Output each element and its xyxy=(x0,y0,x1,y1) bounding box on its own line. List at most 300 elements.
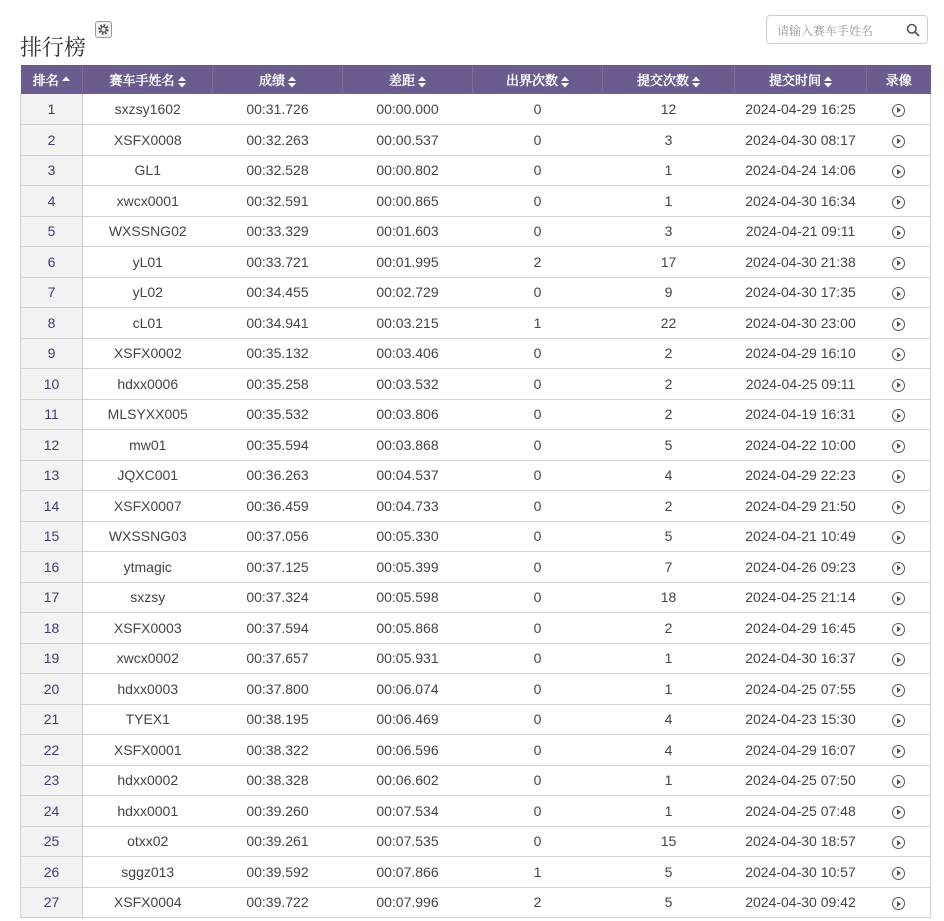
gap-cell: 00:07.535 xyxy=(343,826,473,857)
video-cell xyxy=(867,674,931,705)
score-cell: 00:35.594 xyxy=(213,430,343,461)
video-cell xyxy=(867,94,931,125)
score-cell: 00:37.324 xyxy=(213,582,343,613)
rank-cell: 15 xyxy=(21,521,83,552)
table-row xyxy=(21,643,931,674)
out-of-bounds-cell: 0 xyxy=(473,735,603,766)
table-row xyxy=(21,735,931,766)
racer-name-cell: xwcx0002 xyxy=(83,643,213,674)
submit-time-cell: 2024-04-23 15:30 xyxy=(735,704,867,735)
out-of-bounds-cell: 0 xyxy=(473,826,603,857)
score-cell: 00:36.459 xyxy=(213,491,343,522)
score-cell: 00:39.592 xyxy=(213,857,343,888)
search-icon[interactable] xyxy=(906,23,920,37)
gap-cell: 00:03.406 xyxy=(343,338,473,369)
out-of-bounds-cell: 0 xyxy=(473,94,603,125)
video-cell xyxy=(867,887,931,918)
play-video-icon[interactable] xyxy=(892,287,905,300)
racer-name-cell: XSFX0002 xyxy=(83,338,213,369)
submissions-cell: 4 xyxy=(603,460,735,491)
gap-cell: 00:04.537 xyxy=(343,460,473,491)
table-row xyxy=(21,247,931,278)
score-cell: 00:37.800 xyxy=(213,674,343,705)
table-row xyxy=(21,765,931,796)
play-video-icon[interactable] xyxy=(892,196,905,209)
video-cell xyxy=(867,735,931,766)
table-row xyxy=(21,826,931,857)
out-of-bounds-cell: 0 xyxy=(473,430,603,461)
play-video-icon[interactable] xyxy=(892,165,905,178)
score-cell: 00:32.263 xyxy=(213,125,343,156)
racer-name-cell: hdxx0003 xyxy=(83,674,213,705)
submit-time-cell: 2024-04-30 17:35 xyxy=(735,277,867,308)
table-row xyxy=(21,491,931,522)
submissions-cell: 2 xyxy=(603,399,735,430)
page-title: 排行榜 xyxy=(20,34,87,60)
video-cell xyxy=(867,491,931,522)
video-cell xyxy=(867,369,931,400)
video-cell xyxy=(867,704,931,735)
gap-cell: 00:00.802 xyxy=(343,155,473,186)
racer-name-cell: WXSSNG02 xyxy=(83,216,213,247)
sort-icon xyxy=(288,76,296,88)
submit-time-cell: 2024-04-24 14:06 xyxy=(735,155,867,186)
table-row xyxy=(21,277,931,308)
score-cell: 00:38.195 xyxy=(213,704,343,735)
rank-cell: 23 xyxy=(21,765,83,796)
gap-cell: 00:01.995 xyxy=(343,247,473,278)
header-gap[interactable] xyxy=(343,65,473,94)
racer-name-cell: yL01 xyxy=(83,247,213,278)
header-video xyxy=(867,65,931,94)
out-of-bounds-cell: 0 xyxy=(473,674,603,705)
racer-name-cell: XSFX0003 xyxy=(83,613,213,644)
racer-name-cell: WXSSNG03 xyxy=(83,521,213,552)
score-cell: 00:35.132 xyxy=(213,338,343,369)
play-video-icon[interactable] xyxy=(892,867,905,880)
video-cell xyxy=(867,338,931,369)
score-cell: 00:39.722 xyxy=(213,887,343,918)
submit-time-cell: 2024-04-30 18:57 xyxy=(735,826,867,857)
racer-name-cell: XSFX0004 xyxy=(83,887,213,918)
header-out-of-bounds[interactable] xyxy=(473,65,603,94)
gap-cell: 00:05.598 xyxy=(343,582,473,613)
racer-name-cell: hdxx0001 xyxy=(83,796,213,827)
sort-icon xyxy=(692,76,700,88)
video-cell xyxy=(867,460,931,491)
header-submissions[interactable] xyxy=(603,65,735,94)
video-cell xyxy=(867,399,931,430)
submissions-cell: 1 xyxy=(603,186,735,217)
gap-cell: 00:05.399 xyxy=(343,552,473,583)
score-cell: 00:34.941 xyxy=(213,308,343,339)
table-row xyxy=(21,857,931,888)
rank-cell: 18 xyxy=(21,613,83,644)
gap-cell: 00:06.602 xyxy=(343,765,473,796)
score-cell: 00:32.528 xyxy=(213,155,343,186)
gap-cell: 00:02.729 xyxy=(343,277,473,308)
submit-time-cell: 2024-04-26 09:23 xyxy=(735,552,867,583)
table-row xyxy=(21,399,931,430)
play-video-icon[interactable] xyxy=(892,806,905,819)
header-racer-name[interactable] xyxy=(83,65,213,94)
submissions-cell: 5 xyxy=(603,521,735,552)
submit-time-cell: 2024-04-30 08:17 xyxy=(735,125,867,156)
video-cell xyxy=(867,765,931,796)
racer-name-cell: XSFX0001 xyxy=(83,735,213,766)
leaderboard-table xyxy=(20,65,931,918)
rank-cell: 1 xyxy=(21,94,83,125)
out-of-bounds-cell: 0 xyxy=(473,369,603,400)
video-cell xyxy=(867,125,931,156)
play-video-icon[interactable] xyxy=(892,592,905,605)
gap-cell: 00:07.534 xyxy=(343,796,473,827)
out-of-bounds-cell: 0 xyxy=(473,491,603,522)
gap-cell: 00:06.596 xyxy=(343,735,473,766)
rank-cell: 25 xyxy=(21,826,83,857)
submissions-cell: 1 xyxy=(603,765,735,796)
sort-icon xyxy=(418,76,426,88)
out-of-bounds-cell: 0 xyxy=(473,216,603,247)
table-row xyxy=(21,674,931,705)
play-video-icon[interactable] xyxy=(892,470,905,483)
submit-time-cell: 2024-04-25 21:14 xyxy=(735,582,867,613)
gear-icon xyxy=(97,23,110,36)
table-row xyxy=(21,186,931,217)
table-row xyxy=(21,887,931,918)
rank-cell: 12 xyxy=(21,430,83,461)
header-label: 差距 xyxy=(388,73,415,88)
out-of-bounds-cell: 0 xyxy=(473,521,603,552)
racer-name-cell: ytmagic xyxy=(83,552,213,583)
out-of-bounds-cell: 0 xyxy=(473,552,603,583)
out-of-bounds-cell: 0 xyxy=(473,613,603,644)
rank-cell: 16 xyxy=(21,552,83,583)
video-cell xyxy=(867,308,931,339)
rank-cell: 21 xyxy=(21,704,83,735)
table-row xyxy=(21,216,931,247)
racer-name-cell: sggz013 xyxy=(83,857,213,888)
gap-cell: 00:07.996 xyxy=(343,887,473,918)
table-row xyxy=(21,94,931,125)
table-header xyxy=(21,65,931,94)
gap-cell: 00:03.806 xyxy=(343,399,473,430)
racer-name-cell: MLSYXX005 xyxy=(83,399,213,430)
out-of-bounds-cell: 1 xyxy=(473,857,603,888)
score-cell: 00:35.258 xyxy=(213,369,343,400)
header-label: 赛车手姓名 xyxy=(109,73,175,88)
gap-cell: 00:01.603 xyxy=(343,216,473,247)
submissions-cell: 1 xyxy=(603,643,735,674)
score-cell: 00:33.721 xyxy=(213,247,343,278)
rank-cell: 10 xyxy=(21,369,83,400)
sort-icon xyxy=(824,76,832,88)
submit-time-cell: 2024-04-21 09:11 xyxy=(735,216,867,247)
racer-name-cell: GL1 xyxy=(83,155,213,186)
table-row xyxy=(21,430,931,461)
racer-name-cell: sxzsy1602 xyxy=(83,94,213,125)
submit-time-cell: 2024-04-22 10:00 xyxy=(735,430,867,461)
score-cell: 00:38.328 xyxy=(213,765,343,796)
submissions-cell: 2 xyxy=(603,338,735,369)
submit-time-cell: 2024-04-29 22:23 xyxy=(735,460,867,491)
video-cell xyxy=(867,186,931,217)
submissions-cell: 3 xyxy=(603,216,735,247)
gap-cell: 00:00.000 xyxy=(343,94,473,125)
out-of-bounds-cell: 0 xyxy=(473,338,603,369)
table-row xyxy=(21,613,931,644)
out-of-bounds-cell: 0 xyxy=(473,155,603,186)
gap-cell: 00:05.931 xyxy=(343,643,473,674)
submit-time-cell: 2024-04-25 07:50 xyxy=(735,765,867,796)
table-row xyxy=(21,704,931,735)
submissions-cell: 5 xyxy=(603,857,735,888)
racer-name-cell: sxzsy xyxy=(83,582,213,613)
score-cell: 00:35.532 xyxy=(213,399,343,430)
submit-time-cell: 2024-04-30 21:38 xyxy=(735,247,867,278)
gap-cell: 00:07.866 xyxy=(343,857,473,888)
submit-time-cell: 2024-04-30 16:34 xyxy=(735,186,867,217)
rank-cell: 14 xyxy=(21,491,83,522)
play-video-icon[interactable] xyxy=(892,226,905,239)
racer-name-cell: JQXC001 xyxy=(83,460,213,491)
out-of-bounds-cell: 0 xyxy=(473,399,603,430)
submissions-cell: 1 xyxy=(603,796,735,827)
submissions-cell: 5 xyxy=(603,430,735,461)
rank-cell: 3 xyxy=(21,155,83,186)
rank-cell: 9 xyxy=(21,338,83,369)
header-label: 提交时间 xyxy=(768,73,821,88)
submit-time-cell: 2024-04-19 16:31 xyxy=(735,399,867,430)
table-body xyxy=(21,94,931,918)
out-of-bounds-cell: 0 xyxy=(473,765,603,796)
gap-cell: 00:03.532 xyxy=(343,369,473,400)
play-video-icon[interactable] xyxy=(892,684,905,697)
header-label: 成绩 xyxy=(258,73,285,88)
gap-cell: 00:00.865 xyxy=(343,186,473,217)
submit-time-cell: 2024-04-30 10:57 xyxy=(735,857,867,888)
out-of-bounds-cell: 1 xyxy=(473,308,603,339)
racer-name-cell: hdxx0006 xyxy=(83,369,213,400)
racer-name-cell: cL01 xyxy=(83,308,213,339)
score-cell: 00:34.455 xyxy=(213,277,343,308)
sort-asc-icon xyxy=(62,76,70,88)
play-video-icon[interactable] xyxy=(892,775,905,788)
submit-time-cell: 2024-04-30 16:37 xyxy=(735,643,867,674)
video-cell xyxy=(867,155,931,186)
submit-time-cell: 2024-04-21 10:49 xyxy=(735,521,867,552)
out-of-bounds-cell: 2 xyxy=(473,887,603,918)
submissions-cell: 5 xyxy=(603,887,735,918)
submissions-cell: 9 xyxy=(603,277,735,308)
gap-cell: 00:00.537 xyxy=(343,125,473,156)
rank-cell: 17 xyxy=(21,582,83,613)
rank-cell: 22 xyxy=(21,735,83,766)
score-cell: 00:36.263 xyxy=(213,460,343,491)
table-row xyxy=(21,796,931,827)
table-row xyxy=(21,521,931,552)
rank-cell: 26 xyxy=(21,857,83,888)
play-video-icon[interactable] xyxy=(892,257,905,270)
score-cell: 00:33.329 xyxy=(213,216,343,247)
header-rank[interactable] xyxy=(21,65,83,94)
submissions-cell: 22 xyxy=(603,308,735,339)
submissions-cell: 2 xyxy=(603,369,735,400)
play-video-icon[interactable] xyxy=(892,623,905,636)
sort-icon xyxy=(178,76,186,88)
rank-cell: 19 xyxy=(21,643,83,674)
play-video-icon[interactable] xyxy=(892,745,905,758)
play-video-icon[interactable] xyxy=(892,318,905,331)
rank-cell: 8 xyxy=(21,308,83,339)
out-of-bounds-cell: 2 xyxy=(473,247,603,278)
rank-cell: 13 xyxy=(21,460,83,491)
play-video-icon[interactable] xyxy=(892,562,905,575)
gap-cell: 00:05.868 xyxy=(343,613,473,644)
score-cell: 00:37.594 xyxy=(213,613,343,644)
racer-name-cell: otxx02 xyxy=(83,826,213,857)
submit-time-cell: 2024-04-25 07:48 xyxy=(735,796,867,827)
rank-cell: 27 xyxy=(21,887,83,918)
play-video-icon[interactable] xyxy=(892,501,905,514)
header-label: 排名 xyxy=(32,73,59,88)
rank-cell: 5 xyxy=(21,216,83,247)
video-cell xyxy=(867,247,931,278)
out-of-bounds-cell: 0 xyxy=(473,796,603,827)
score-cell: 00:37.125 xyxy=(213,552,343,583)
rank-cell: 11 xyxy=(21,399,83,430)
racer-name-cell: XSFX0008 xyxy=(83,125,213,156)
submit-time-cell: 2024-04-29 16:25 xyxy=(735,94,867,125)
score-cell: 00:31.726 xyxy=(213,94,343,125)
submit-time-cell: 2024-04-25 07:55 xyxy=(735,674,867,705)
gap-cell: 00:06.469 xyxy=(343,704,473,735)
play-video-icon[interactable] xyxy=(892,104,905,117)
score-cell: 00:39.260 xyxy=(213,796,343,827)
submit-time-cell: 2024-04-29 16:10 xyxy=(735,338,867,369)
settings-button[interactable] xyxy=(95,21,112,38)
submissions-cell: 1 xyxy=(603,674,735,705)
racer-name-cell: hdxx0002 xyxy=(83,765,213,796)
racer-name-cell: yL02 xyxy=(83,277,213,308)
video-cell xyxy=(867,521,931,552)
score-cell: 00:38.322 xyxy=(213,735,343,766)
video-cell xyxy=(867,643,931,674)
table-row xyxy=(21,460,931,491)
video-cell xyxy=(867,277,931,308)
play-video-icon[interactable] xyxy=(892,135,905,148)
out-of-bounds-cell: 0 xyxy=(473,582,603,613)
sort-icon xyxy=(561,76,569,88)
table-row xyxy=(21,369,931,400)
video-cell xyxy=(867,582,931,613)
play-video-icon[interactable] xyxy=(892,379,905,392)
submit-time-cell: 2024-04-30 23:00 xyxy=(735,308,867,339)
play-video-icon[interactable] xyxy=(892,348,905,361)
score-cell: 00:39.261 xyxy=(213,826,343,857)
gap-cell: 00:03.868 xyxy=(343,430,473,461)
table-row xyxy=(21,338,931,369)
gap-cell: 00:06.074 xyxy=(343,674,473,705)
out-of-bounds-cell: 0 xyxy=(473,643,603,674)
gap-cell: 00:03.215 xyxy=(343,308,473,339)
racer-name-cell: xwcx0001 xyxy=(83,186,213,217)
video-cell xyxy=(867,796,931,827)
header-label: 录像 xyxy=(885,73,912,88)
score-cell: 00:37.657 xyxy=(213,643,343,674)
submissions-cell: 4 xyxy=(603,704,735,735)
play-video-icon[interactable] xyxy=(892,897,905,910)
rank-cell: 2 xyxy=(21,125,83,156)
rank-cell: 7 xyxy=(21,277,83,308)
video-cell xyxy=(867,430,931,461)
play-video-icon[interactable] xyxy=(892,653,905,666)
play-video-icon[interactable] xyxy=(892,409,905,422)
submit-time-cell: 2024-04-29 16:45 xyxy=(735,613,867,644)
submissions-cell: 2 xyxy=(603,613,735,644)
submissions-cell: 1 xyxy=(603,155,735,186)
submissions-cell: 12 xyxy=(603,94,735,125)
play-video-icon[interactable] xyxy=(892,531,905,544)
rank-cell: 4 xyxy=(21,186,83,217)
racer-name-cell: TYEX1 xyxy=(83,704,213,735)
out-of-bounds-cell: 0 xyxy=(473,125,603,156)
header-score[interactable] xyxy=(213,65,343,94)
out-of-bounds-cell: 0 xyxy=(473,460,603,491)
table-row xyxy=(21,155,931,186)
play-video-icon[interactable] xyxy=(892,836,905,849)
table-row xyxy=(21,125,931,156)
video-cell xyxy=(867,216,931,247)
table-row xyxy=(21,552,931,583)
rank-cell: 6 xyxy=(21,247,83,278)
submissions-cell: 17 xyxy=(603,247,735,278)
submissions-cell: 18 xyxy=(603,582,735,613)
submit-time-cell: 2024-04-30 09:42 xyxy=(735,887,867,918)
play-video-icon[interactable] xyxy=(892,440,905,453)
racer-name-cell: mw01 xyxy=(83,430,213,461)
video-cell xyxy=(867,552,931,583)
out-of-bounds-cell: 0 xyxy=(473,277,603,308)
header-label: 出界次数 xyxy=(505,73,558,88)
search-box xyxy=(766,15,928,44)
submit-time-cell: 2024-04-25 09:11 xyxy=(735,369,867,400)
out-of-bounds-cell: 0 xyxy=(473,704,603,735)
header-submit-time[interactable] xyxy=(735,65,867,94)
submissions-cell: 4 xyxy=(603,735,735,766)
submissions-cell: 15 xyxy=(603,826,735,857)
submissions-cell: 2 xyxy=(603,491,735,522)
gap-cell: 00:04.733 xyxy=(343,491,473,522)
racer-name-cell: XSFX0007 xyxy=(83,491,213,522)
submit-time-cell: 2024-04-29 16:07 xyxy=(735,735,867,766)
submissions-cell: 7 xyxy=(603,552,735,583)
video-cell xyxy=(867,857,931,888)
video-cell xyxy=(867,826,931,857)
submit-time-cell: 2024-04-29 21:50 xyxy=(735,491,867,522)
rank-cell: 24 xyxy=(21,796,83,827)
search-input[interactable] xyxy=(775,21,904,41)
score-cell: 00:32.591 xyxy=(213,186,343,217)
table-row xyxy=(21,308,931,339)
rank-cell: 20 xyxy=(21,674,83,705)
submissions-cell: 3 xyxy=(603,125,735,156)
out-of-bounds-cell: 0 xyxy=(473,186,603,217)
play-video-icon[interactable] xyxy=(892,714,905,727)
header-label: 提交次数 xyxy=(636,73,689,88)
video-cell xyxy=(867,613,931,644)
gap-cell: 00:05.330 xyxy=(343,521,473,552)
